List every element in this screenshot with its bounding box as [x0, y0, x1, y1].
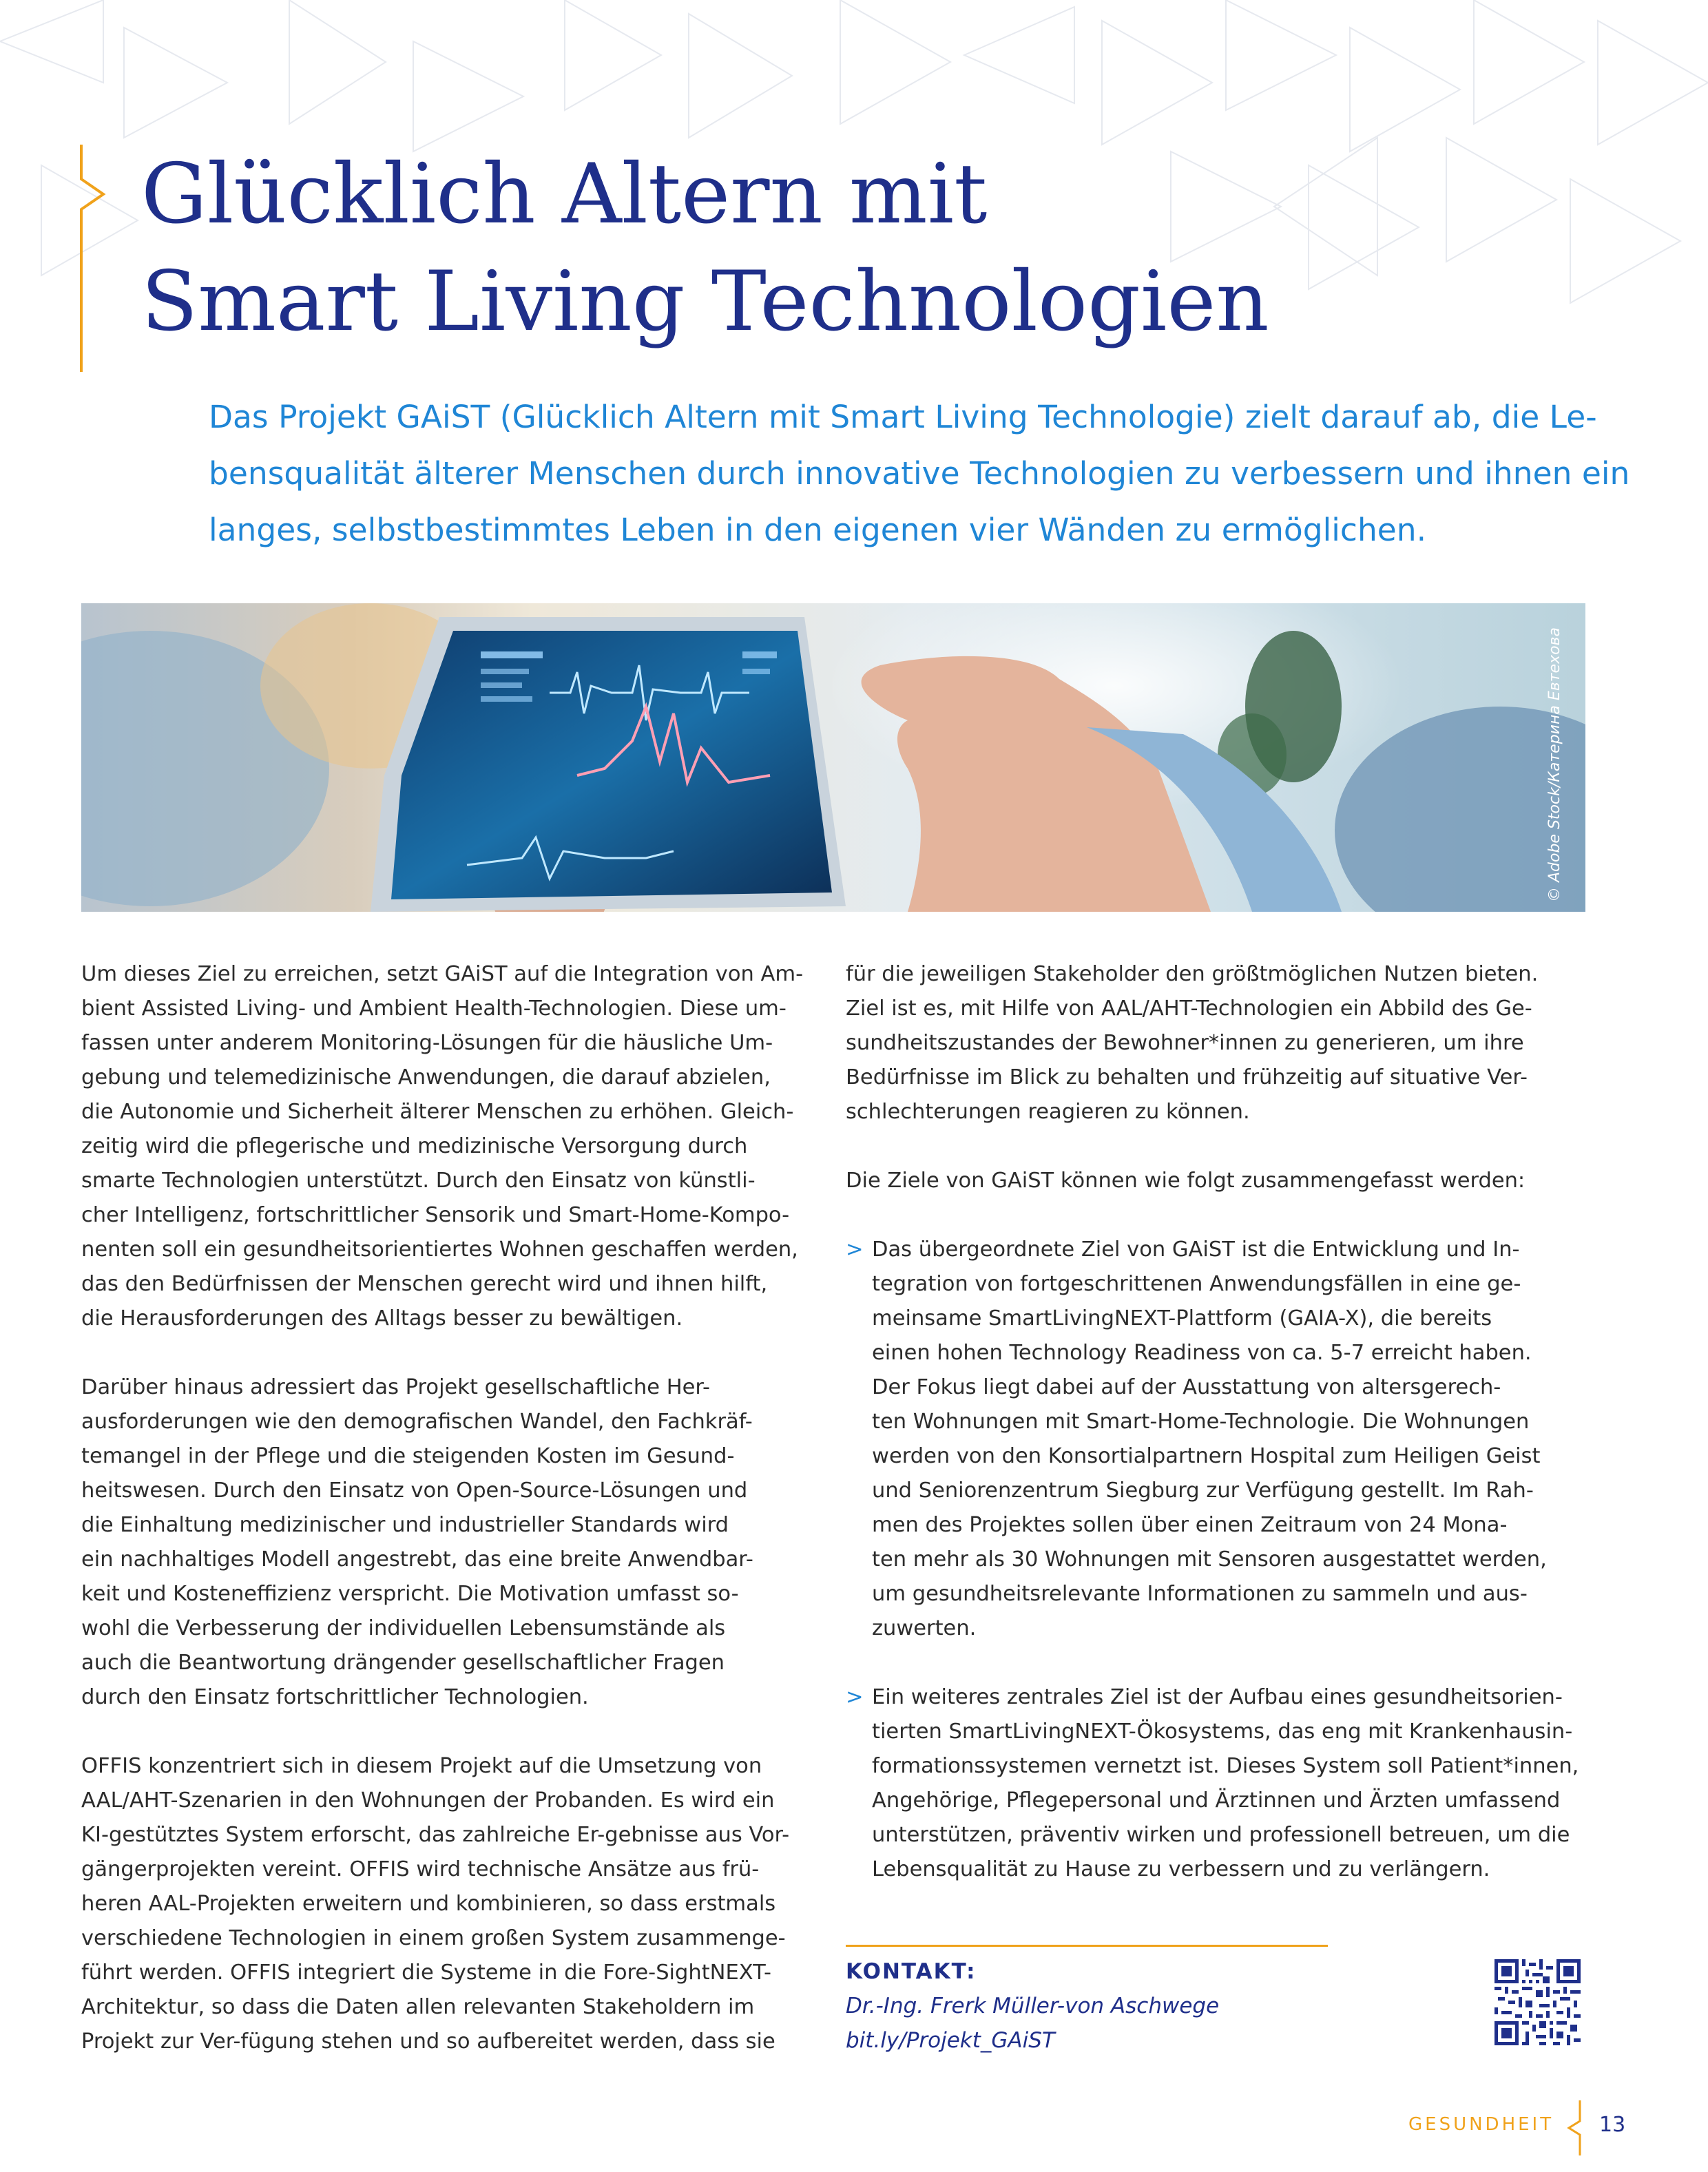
- title-line-2: Smart Living Technologien: [141, 254, 1269, 350]
- text-line: tegration von fortgeschrittenen Anwendungsfällen in eine ge-: [872, 1272, 1521, 1296]
- text-line: Darüber hinaus adressiert das Projekt gesellschaftliche Her-: [81, 1375, 710, 1399]
- contact-block: [846, 1954, 1219, 2058]
- body-paragraph-2: [81, 1370, 832, 1715]
- text-line: Ein weiteres zentrales Ziel ist der Aufbau eines gesundheitsorien-: [872, 1685, 1563, 1709]
- text-line: OFFIS konzentriert sich in diesem Projekt auf die Umsetzung von: [81, 1754, 762, 1778]
- text-line: heren AAL-Projekten erweitern und kombinieren, so dass erstmals: [81, 1892, 776, 1916]
- text-line: cher Intelligenz, fortschrittlicher Sensorik und Smart-Home-Kompo-: [81, 1203, 790, 1227]
- text-line: die Herausforderungen des Alltags besser zu bewältigen.: [81, 1306, 683, 1330]
- text-line: gebung und telemedizinische Anwendungen, die darauf abzielen,: [81, 1065, 771, 1089]
- contact-label: KONTAKT:: [846, 1959, 977, 1984]
- body-paragraph-3: [81, 1749, 832, 2059]
- text-line: ausforderungen wie den demografischen Wandel, den Fachkräf-: [81, 1410, 753, 1434]
- text-line: fassen unter anderem Monitoring-Lösungen für die häusliche Um-: [81, 1031, 773, 1055]
- text-line: zuwerten.: [872, 1616, 977, 1640]
- lead-line: langes, selbstbestimmtes Leben in den eigenen vier Wänden zu ermöglichen.: [209, 512, 1427, 548]
- text-line: ein nachhaltiges Modell angestrebt, das eine breite Anwendbar-: [81, 1547, 753, 1571]
- text-line: Um dieses Ziel zu erreichen, setzt GAiST auf die Integration von Am-: [81, 962, 804, 986]
- text-line: KI-gestütztes System erforscht, das zahlreiche Er-gebnisse aus Vor-: [81, 1823, 790, 1847]
- text-line: werden von den Konsortialpartnern Hospital zum Heiligen Geist: [872, 1444, 1541, 1468]
- text-line: Der Fokus liegt dabei auf der Ausstattung von altersgerech-: [872, 1375, 1501, 1399]
- text-line: heitswesen. Durch den Einsatz von Open-Source-Lösungen und: [81, 1479, 748, 1503]
- text-line: die Einhaltung medizinischer und industrieller Standards wird: [81, 1513, 729, 1537]
- page-title: [141, 141, 1450, 356]
- text-line: formationssystemen vernetzt ist. Dieses System soll Patient*innen,: [872, 1754, 1579, 1778]
- project-link[interactable]: bit.ly/Projekt_GAiST: [846, 2028, 1055, 2053]
- text-line: men des Projektes sollen über einen Zeitraum von 24 Mona-: [872, 1513, 1508, 1537]
- text-line: Architektur, so dass die Daten allen relevanten Stakeholdern im: [81, 1995, 755, 2019]
- text-line: schlechterungen reagieren zu können.: [846, 1100, 1250, 1124]
- text-line: Ziel ist es, mit Hilfe von AAL/AHT-Technologien ein Abbild des Ge-: [846, 996, 1532, 1021]
- goal-list-item: [846, 1680, 1596, 1887]
- contact-divider: [846, 1945, 1328, 1947]
- qr-code-icon[interactable]: [1494, 1959, 1581, 2045]
- text-line: meinsame SmartLivingNEXT-Plattform (GAIA-X), die bereits: [872, 1306, 1492, 1330]
- contact-name: Dr.-Ing. Frerk Müller-von Aschwege: [846, 1994, 1220, 2018]
- body-paragraph-1: [81, 957, 832, 1336]
- title-line-1: Glücklich Altern mit: [141, 147, 988, 242]
- text-line: bient Assisted Living- und Ambient Health-Technologien. Diese um-: [81, 996, 787, 1021]
- text-line: sundheitszustandes der Bewohner*innen zu generieren, um ihre: [846, 1031, 1524, 1055]
- text-line: Die Ziele von GAiST können wie folgt zusammengefasst werden:: [846, 1169, 1525, 1193]
- text-line: führt werden. OFFIS integriert die Systeme in die Fore-SightNEXT-: [81, 1961, 771, 1985]
- text-line: Bedürfnisse im Blick zu behalten und frühzeitig auf situative Ver-: [846, 1065, 1528, 1089]
- text-line: gängerprojekten vereint. OFFIS wird technische Ansätze aus frü-: [81, 1857, 760, 1881]
- text-line: smarte Technologien unterstützt. Durch den Einsatz von künstli-: [81, 1169, 756, 1193]
- text-line: tierten SmartLivingNEXT-Ökosystems, das eng mit Krankenhausin-: [872, 1720, 1573, 1744]
- text-line: keit und Kosteneffizienz verspricht. Die Motivation umfasst so-: [81, 1582, 739, 1606]
- body-paragraph-4: [846, 957, 1596, 1129]
- goal-list-item: [846, 1233, 1596, 1646]
- lead-paragraph: [209, 389, 1630, 558]
- text-line: um gesundheitsrelevante Informationen zu sammeln und aus-: [872, 1582, 1528, 1606]
- text-line: das den Bedürfnissen der Menschen gerecht wird und ihnen hilft,: [81, 1272, 768, 1296]
- text-line: Lebensqualität zu Hause zu verbessern und zu verlängern.: [872, 1857, 1490, 1881]
- text-line: Angehörige, Pflegepersonal und Ärztinnen und Ärzten umfassend: [872, 1788, 1561, 1813]
- photo-credit: © Adobe Stock/Катерина Евтехова: [1546, 627, 1563, 902]
- text-line: ten Wohnungen mit Smart-Home-Technologie. Die Wohnungen: [872, 1410, 1530, 1434]
- bullet-chevron-icon: >: [846, 1238, 864, 1262]
- text-line: verschiedene Technologien in einem großen System zusammenge-: [81, 1926, 786, 1950]
- text-line: durch den Einsatz fortschrittlicher Technologien.: [81, 1685, 589, 1709]
- tablet-illustration: [81, 603, 1585, 912]
- text-line: die Autonomie und Sicherheit älterer Menschen zu erhöhen. Gleich-: [81, 1100, 794, 1124]
- text-line: AAL/AHT-Szenarien in den Wohnungen der Probanden. Es wird ein: [81, 1788, 775, 1813]
- bullet-chevron-icon: >: [846, 1685, 864, 1709]
- text-line: wohl die Verbesserung der individuellen Lebensumstände als: [81, 1616, 726, 1640]
- title-accent-bracket-icon: [76, 145, 117, 372]
- text-line: für die jeweiligen Stakeholder den größtmöglichen Nutzen bieten.: [846, 962, 1539, 986]
- body-column-left: [81, 957, 832, 2093]
- text-line: und Seniorenzentrum Siegburg zur Verfügung gestellt. Im Rah-: [872, 1479, 1534, 1503]
- text-line: Das übergeordnete Ziel von GAiST ist die Entwicklung und In-: [872, 1238, 1520, 1262]
- text-line: nenten soll ein gesundheitsorientiertes Wohnen geschaffen werden,: [81, 1238, 798, 1262]
- hero-photo-tablet-health-monitoring: [81, 603, 1585, 912]
- text-line: unterstützen, präventiv wirken und professionell betreuen, um die: [872, 1823, 1570, 1847]
- text-line: ten mehr als 30 Wohnungen mit Sensoren ausgestattet werden,: [872, 1547, 1547, 1571]
- body-paragraph-5: [846, 1164, 1596, 1198]
- page-number: 13: [1599, 2113, 1626, 2137]
- text-line: auch die Beantwortung drängender gesellschaftlicher Fragen: [81, 1651, 725, 1675]
- text-line: einen hohen Technology Readiness von ca. 5-7 erreicht haben.: [872, 1341, 1532, 1365]
- text-line: zeitig wird die pflegerische und medizinische Versorgung durch: [81, 1134, 748, 1158]
- text-line: temangel in der Pflege und die steigenden Kosten im Gesund-: [81, 1444, 735, 1468]
- footer-section-label: GESUNDHEIT: [1408, 2114, 1554, 2135]
- body-column-right: [846, 957, 1596, 1921]
- lead-line: Das Projekt GAiST (Glücklich Altern mit Smart Living Technologie) zielt darauf ab, die Le-: [209, 399, 1597, 435]
- text-line: Projekt zur Ver-fügung stehen und so aufbereitet werden, dass sie: [81, 2029, 775, 2054]
- lead-line: bensqualität älterer Menschen durch innovative Technologien zu verbessern und ihnen ein: [209, 455, 1630, 492]
- footer-bracket-icon: [1565, 2100, 1585, 2155]
